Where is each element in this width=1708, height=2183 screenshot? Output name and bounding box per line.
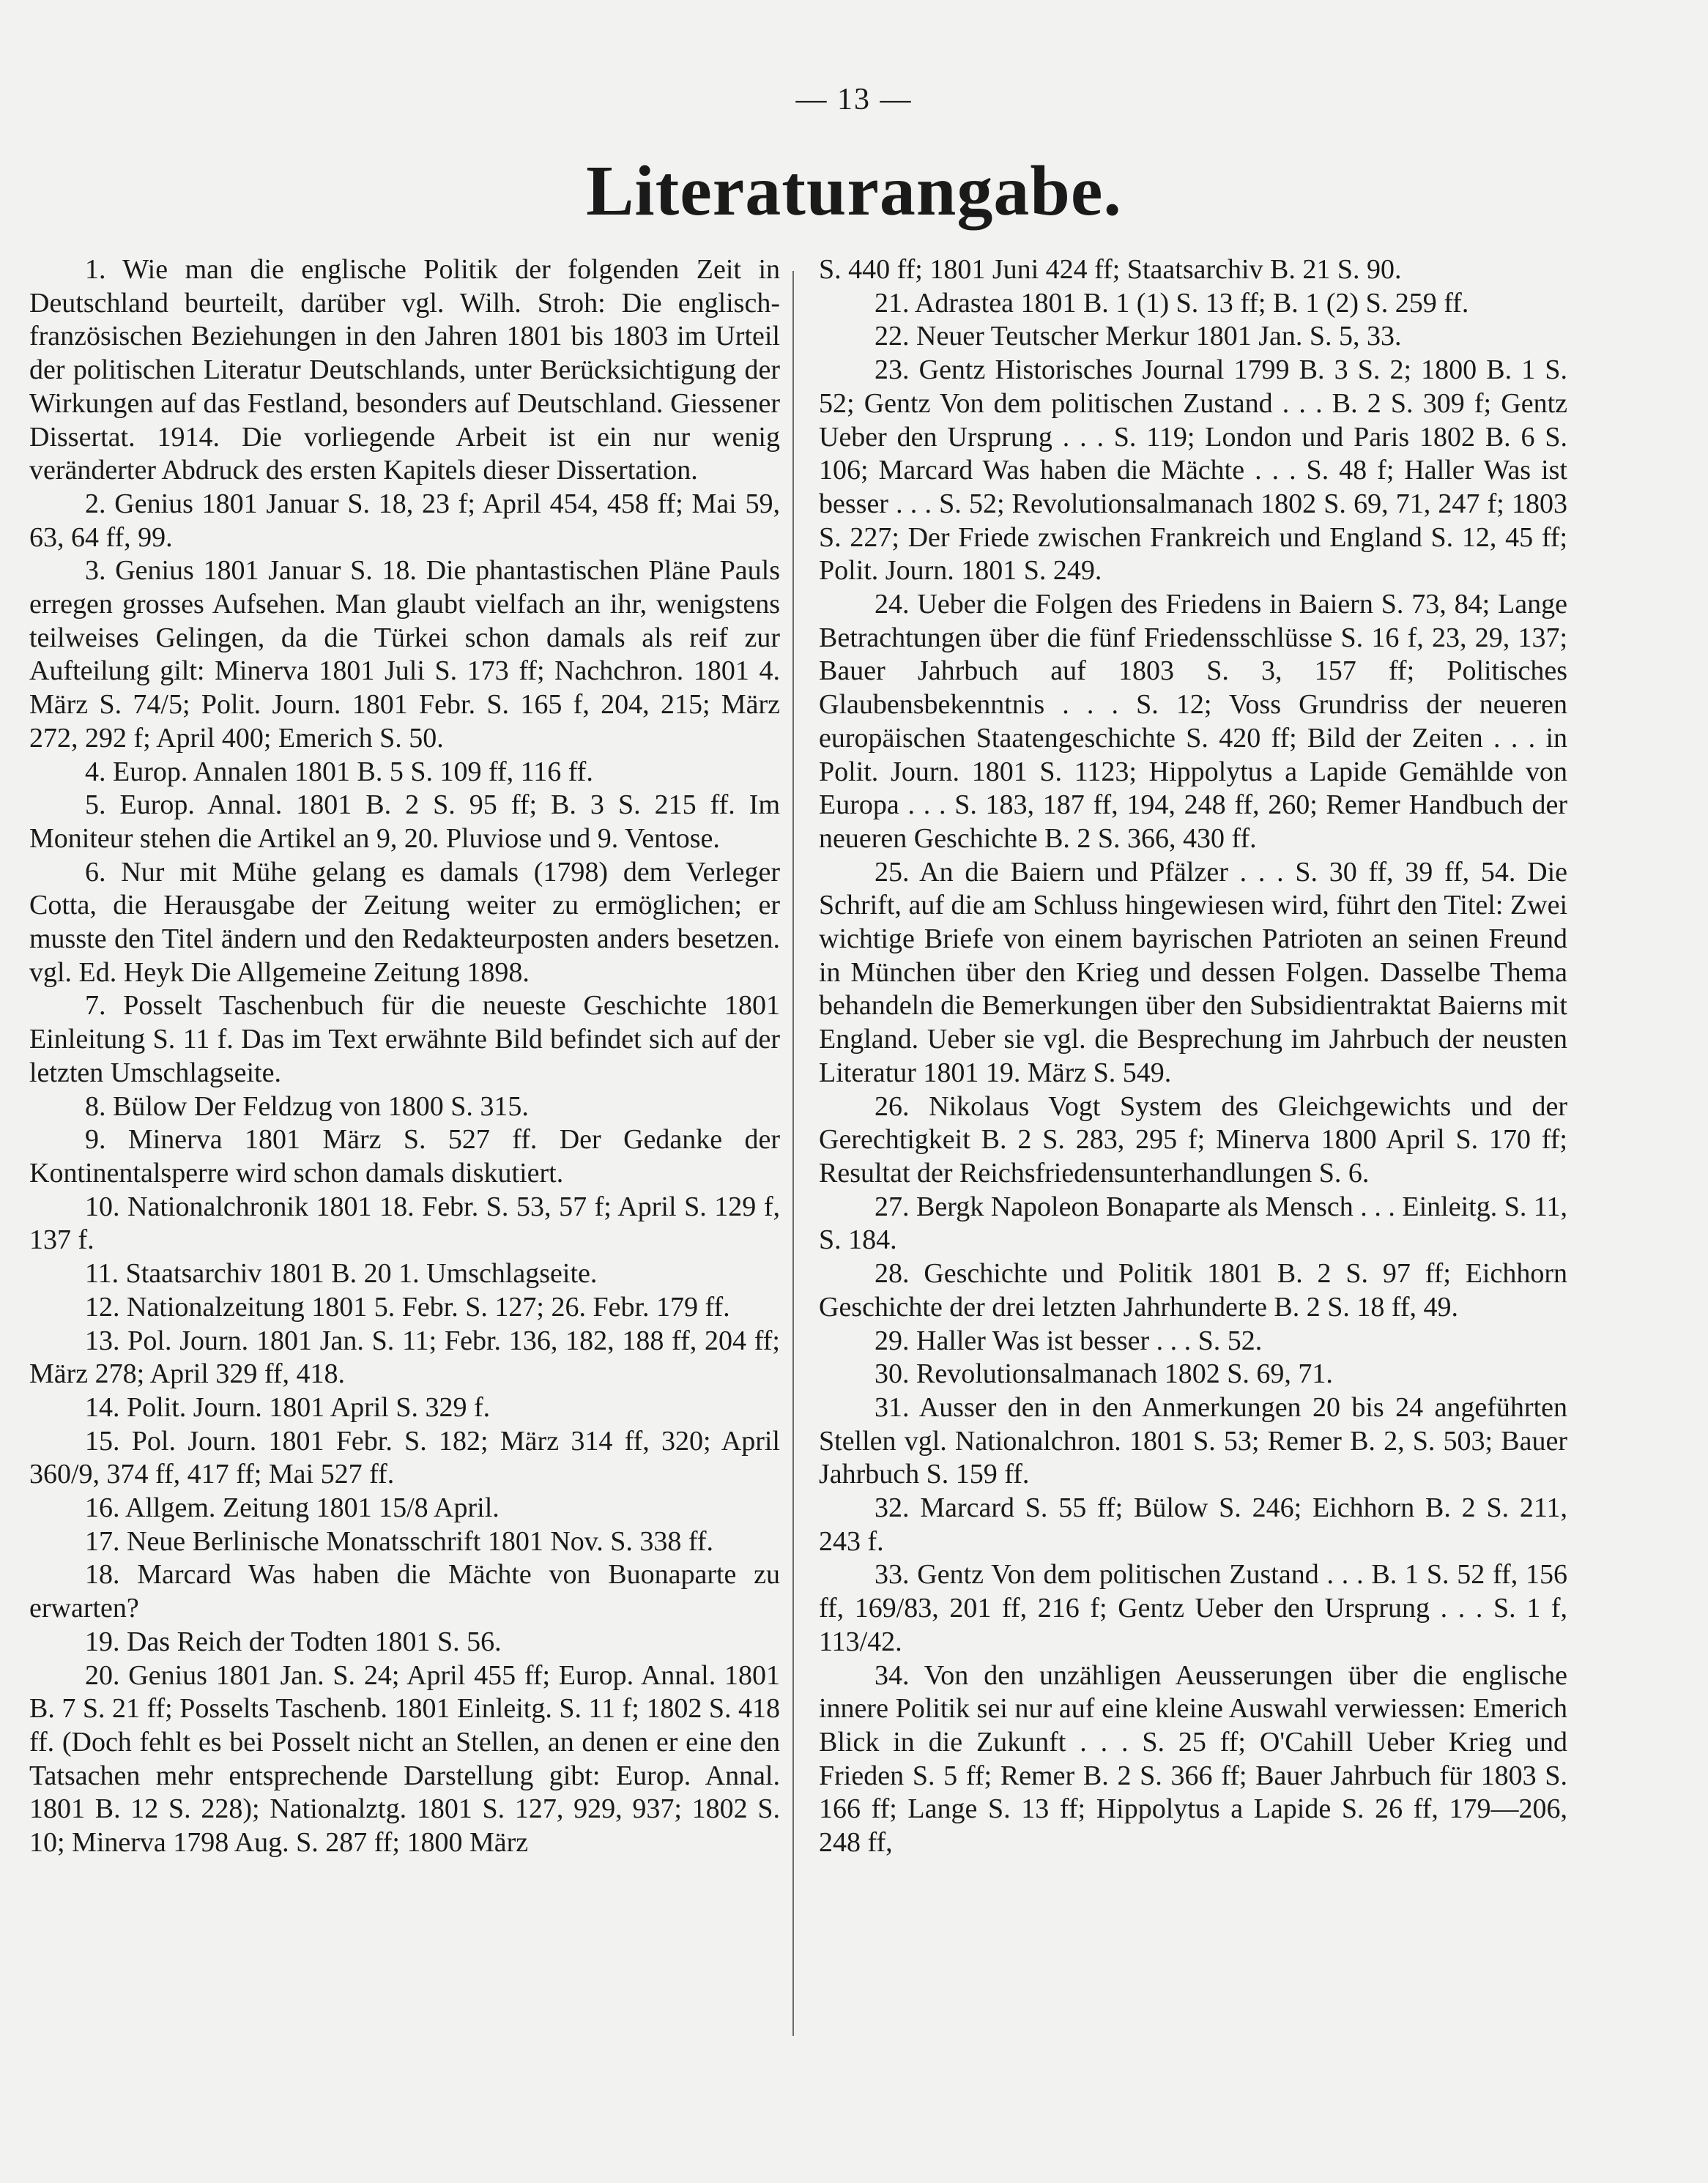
reference-entry-24: 24. Ueber die Folgen des Friedens in Baiern S. 73, 84; Lange Betrachtungen über die fünf Friedensschlüsse S. 16 f, 23, 29, 137; Bauer Jahrbuch auf 1803 S. 3, 157 ff; Politisches Glaubensbekenntnis . . . S. 12; Voss Grundriss der neueren europäischen Staatengeschichte S. 420 ff; Bild der Zeiten . . . in Polit. Journ. 1801 S. 1123; Hippolytus a Lapide Gemählde von Europa . . . S. 183, 187 ff, 194, 248 ff, 260; Remer Handbuch der neueren Geschichte B. 2 S. 366, 430 ff. bbox=[819, 589, 1567, 854]
reference-entry-31: 31. Ausser den in den Anmerkungen 20 bis 24 angeführten Stellen vgl. Nationalchron. 1801 S. 53; Remer B. 2, S. 503; Bauer Jahrbuch S. 159 ff. bbox=[819, 1391, 1567, 1490]
reference-entry-33: 33. Gentz Von dem politischen Zustand . . . B. 1 S. 52 ff, 156 ff, 169/83, 201 ff, 216 f; Gentz Ueber den Ursprung . . . S. 1 f, 113/42. bbox=[819, 1559, 1567, 1657]
reference-entry-34: 34. Von den unzähligen Aeusserungen über die englische innere Politik sei nur auf eine kleine Auswahl verwiessen: Emerich Blick in die Zukunft . . . S. 25 ff; O'Cahill Ueber Krieg und Frieden S. 5 ff; Remer B. 2 S. 366 ff; Bauer Jahrbuch für 1803 S. 166 ff; Lange S. 13 ff; Hippolytus a Lapide S. 26 ff, 179—206, 248 ff, bbox=[819, 1659, 1567, 1859]
left-column bbox=[29, 253, 780, 1860]
page-title: Literaturangabe. bbox=[586, 152, 1122, 231]
reference-entry-19: 19. Das Reich der Todten 1801 S. 56. bbox=[85, 1626, 502, 1657]
reference-entry-12: 12. Nationalzeitung 1801 5. Febr. S. 127; 26. Febr. 179 ff. bbox=[85, 1291, 730, 1323]
reference-entry-2: 2. Genius 1801 Januar S. 18, 23 f; April 454, 458 ff; Mai 59, 63, 64 ff, 99. bbox=[29, 488, 780, 553]
reference-entry-11: 11. Staatsarchiv 1801 B. 20 1. Umschlagseite. bbox=[85, 1258, 598, 1290]
reference-entry-22: 22. Neuer Teutscher Merkur 1801 Jan. S. 5, 33. bbox=[875, 321, 1402, 352]
reference-entry-20-continued: S. 440 ff; 1801 Juni 424 ff; Staatsarchiv B. 21 S. 90. bbox=[819, 254, 1402, 285]
reference-entry-16: 16. Allgem. Zeitung 1801 15/8 April. bbox=[85, 1492, 500, 1524]
reference-entry-6: 6. Nur mit Mühe gelang es damals (1798) dem Verleger Cotta, die Herausgabe der Zeitung weiter zu ermöglichen; er musste den Titel ändern und den Redakteurposten anders besetzen. vgl. Ed. Heyk Die Allgemeine Zeitung 1898. bbox=[29, 856, 780, 988]
reference-entry-5: 5. Europ. Annal. 1801 B. 2 S. 95 ff; B. 3 S. 215 ff. Im Moniteur stehen die Artikel an 9, 20. Pluviose und 9. Ventose. bbox=[29, 789, 780, 854]
reference-entry-13: 13. Pol. Journ. 1801 Jan. S. 11; Febr. 136, 182, 188 ff, 204 ff; März 278; April 329 ff, 418. bbox=[29, 1325, 780, 1390]
reference-entry-3: 3. Genius 1801 Januar S. 18. Die phantastischen Pläne Pauls erregen grosses Aufsehen. Man glaubt vielfach an ihr, wenigstens teilweises Gelingen, da die Türkei schon damals als reif zur Aufteilung gilt: Minerva 1801 Juli S. 173 ff; Nachchron. 1801 4. März S. 74/5; Polit. Journ. 1801 Febr. S. 165 f, 204, 215; März 272, 292 f; April 400; Emerich S. 50. bbox=[29, 555, 780, 754]
reference-entry-15: 15. Pol. Journ. 1801 Febr. S. 182; März 314 ff, 320; April 360/9, 374 ff, 417 ff; Mai 527 ff. bbox=[29, 1425, 780, 1490]
reference-entry-30: 30. Revolutionsalmanach 1802 S. 69, 71. bbox=[875, 1358, 1333, 1390]
page-number: — 13 — bbox=[795, 83, 913, 116]
reference-entry-23: 23. Gentz Historisches Journal 1799 B. 3 S. 2; 1800 B. 1 S. 52; Gentz Von dem politischen Zustand . . . B. 2 S. 309 f; Gentz Ueber den Ursprung . . . S. 119; London und Paris 1802 B. 6 S. 106; Marcard Was haben die Mächte . . . S. 48 f; Haller Was ist besser . . . S. 52; Revolutionsalmanach 1802 S. 69, 71, 247 f; 1803 S. 227; Der Friede zwischen Frankreich und England S. 12, 45 ff; Polit. Journ. 1801 S. 249. bbox=[819, 354, 1567, 587]
reference-entry-28: 28. Geschichte und Politik 1801 B. 2 S. 97 ff; Eichhorn Geschichte der drei letzten Jahrhunderte B. 2 S. 18 ff, 49. bbox=[819, 1258, 1567, 1323]
reference-entry-4: 4. Europ. Annalen 1801 B. 5 S. 109 ff, 116 ff. bbox=[85, 756, 593, 787]
reference-entry-17: 17. Neue Berlinische Monatsschrift 1801 Nov. S. 338 ff. bbox=[85, 1525, 714, 1557]
reference-entry-14: 14. Polit. Journ. 1801 April S. 329 f. bbox=[85, 1391, 491, 1423]
reference-entry-29: 29. Haller Was ist besser . . . S. 52. bbox=[875, 1325, 1263, 1356]
reference-entry-21: 21. Adrastea 1801 B. 1 (1) S. 13 ff; B. 1 (2) S. 259 ff. bbox=[875, 287, 1469, 319]
reference-entry-25: 25. An die Baiern und Pfälzer . . . S. 30 ff, 39 ff, 54. Die Schrift, auf die am Schluss hingewiesen wird, führt den Titel: Zwei wichtige Briefe von einem bayrischen Patrioten an seinen Freund in München über den Krieg und dessen Folgen. Dasselbe Thema behandeln die Bemerkungen über den Subsidientraktat Baierns mit England. Ueber sie vgl. die Besprechung im Jahrbuch der neusten Literatur 1801 19. März S. 549. bbox=[819, 856, 1567, 1088]
reference-entry-8: 8. Bülow Der Feldzug von 1800 S. 315. bbox=[85, 1090, 529, 1122]
reference-entry-9: 9. Minerva 1801 März S. 527 ff. Der Gedanke der Kontinentalsperre wird schon damals diskutiert. bbox=[29, 1124, 780, 1189]
column-divider bbox=[792, 271, 794, 2036]
reference-entry-26: 26. Nikolaus Vogt System des Gleichgewichts und der Gerechtigkeit B. 2 S. 283, 295 f; Minerva 1800 April S. 170 ff; Resultat der Reichsfriedensunterhandlungen S. 6. bbox=[819, 1090, 1567, 1189]
reference-entry-32: 32. Marcard S. 55 ff; Bülow S. 246; Eichhorn B. 2 S. 211, 243 f. bbox=[819, 1492, 1567, 1557]
reference-entry-10: 10. Nationalchronik 1801 18. Febr. S. 53, 57 f; April S. 129 f, 137 f. bbox=[29, 1191, 780, 1256]
reference-entry-1: 1. Wie man die englische Politik der folgenden Zeit in Deutschland beurteilt, darüber vgl. Wilh. Stroh: Die englisch-französischen Beziehungen in den Jahren 1801 bis 1803 im Urteil der politischen Literatur Deutschlands, unter Berücksichtigung der Wirkungen auf das Festland, besonders auf Deutschland. Giessener Dissertat. 1914. Die vorliegende Arbeit ist ein nur wenig veränderter Abdruck des ersten Kapitels dieser Dissertation. bbox=[29, 254, 780, 486]
reference-entry-18: 18. Marcard Was haben die Mächte von Buonaparte zu erwarten? bbox=[29, 1559, 780, 1624]
reference-entry-7: 7. Posselt Taschenbuch für die neueste Geschichte 1801 Einleitung S. 11 f. Das im Text erwähnte Bild befindet sich auf der letzten Umschlagseite. bbox=[29, 990, 780, 1088]
reference-entry-20: 20. Genius 1801 Jan. S. 24; April 455 ff; Europ. Annal. 1801 B. 7 S. 21 ff; Posselts Taschenb. 1801 Einleitg. S. 11 f; 1802 S. 418 ff. (Doch fehlt es bei Posselt nicht an Stellen, an denen er eine den Tatsachen mehr entsprechende Darstellung gibt: Europ. Annal. 1801 B. 12 S. 228); Nationalztg. 1801 S. 127, 929, 937; 1802 S. 10; Minerva 1798 Aug. S. 287 ff; 1800 März bbox=[29, 1659, 780, 1859]
right-column bbox=[819, 253, 1567, 1860]
reference-entry-27: 27. Bergk Napoleon Bonaparte als Mensch . . . Einleitg. S. 11, S. 184. bbox=[819, 1191, 1567, 1256]
